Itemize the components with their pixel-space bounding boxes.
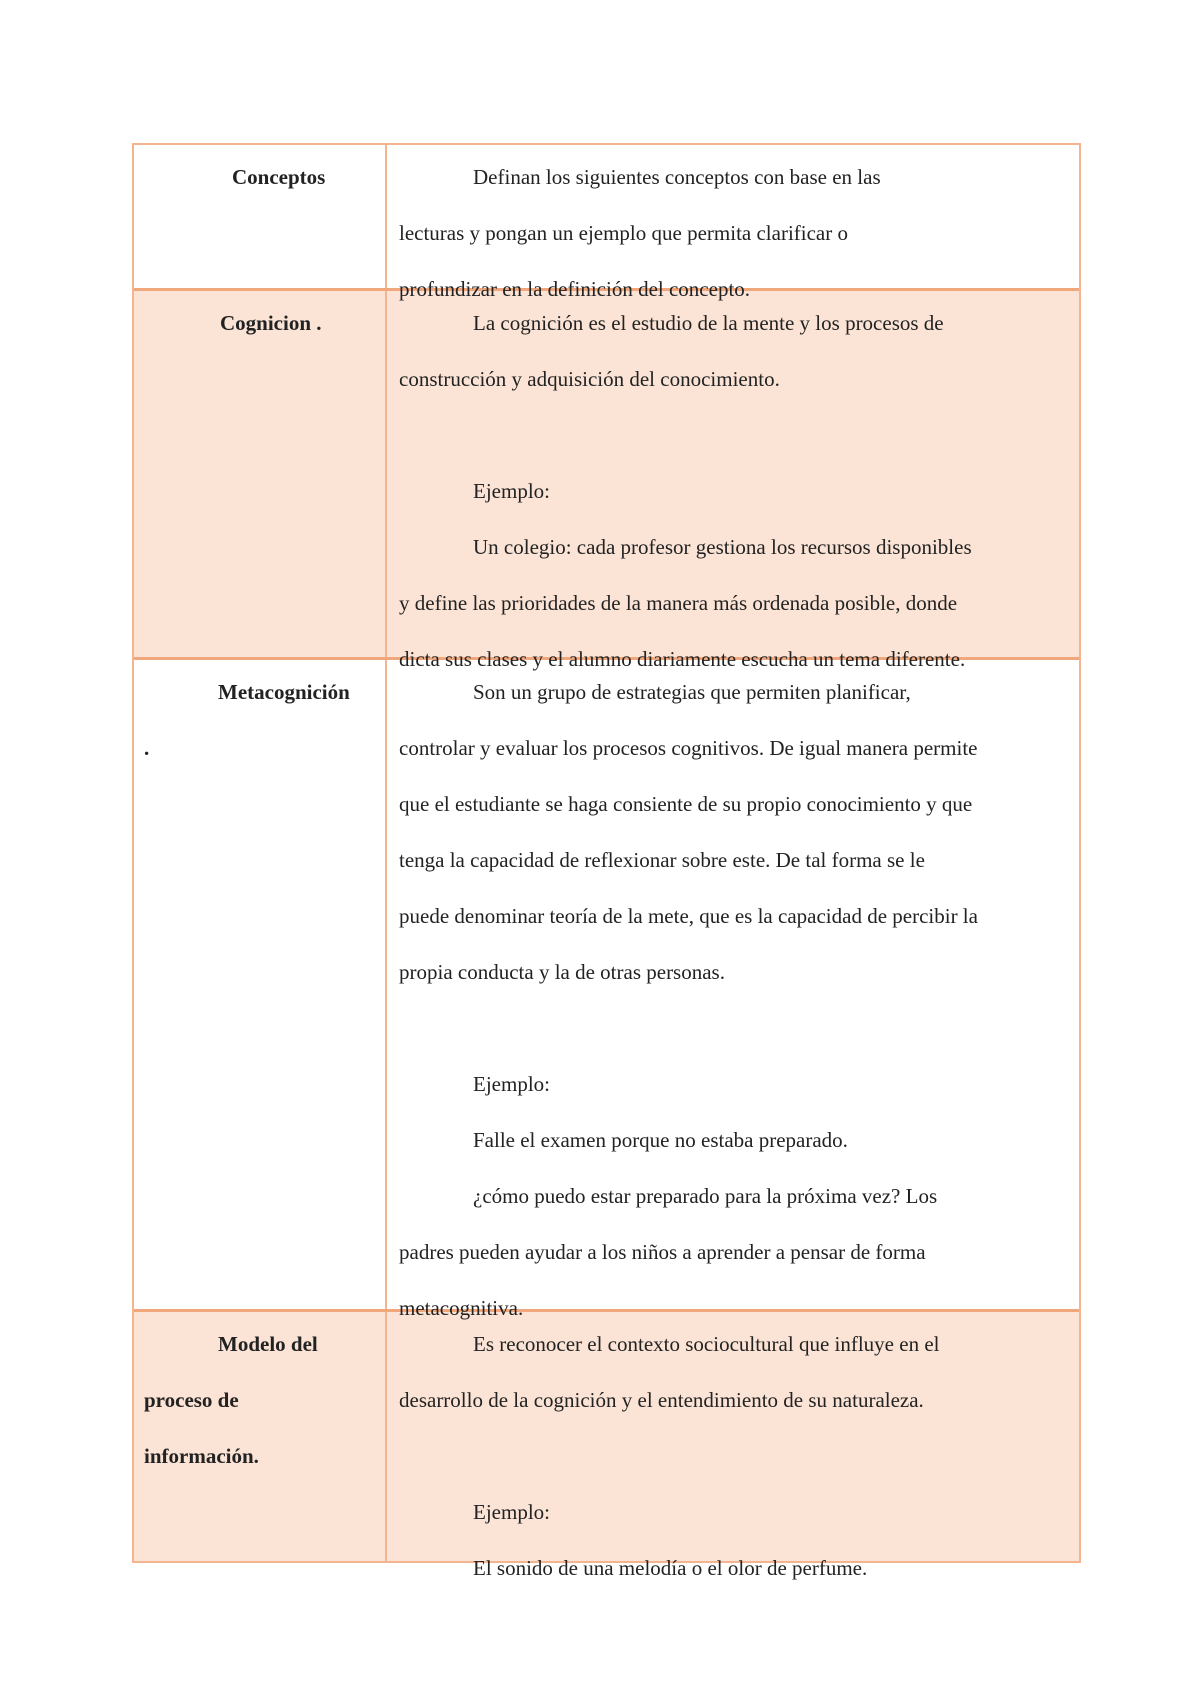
table-row-metacognicion bbox=[134, 657, 1079, 1320]
content-line: y define las prioridades de la manera más ordenada posible, donde bbox=[399, 591, 958, 615]
content-line: La cognición es el estudio de la mente y los procesos de bbox=[473, 311, 944, 335]
content-line: tenga la capacidad de reflexionar sobre este. De tal forma se le bbox=[399, 848, 925, 872]
row-content-cell bbox=[387, 660, 1079, 1320]
content-line: desarrollo de la cognición y el entendimiento de su naturaleza. bbox=[399, 1388, 924, 1412]
row-label-cell bbox=[134, 145, 387, 288]
content-line: El sonido de una melodía o el olor de perfume. bbox=[473, 1556, 868, 1580]
row-label: . bbox=[144, 736, 150, 760]
content-line: metacognitiva. bbox=[399, 1296, 524, 1320]
table-row-conceptos bbox=[134, 145, 1079, 301]
row-label: Conceptos bbox=[232, 165, 326, 189]
row-label-cell bbox=[134, 291, 387, 657]
content-line: propia conducta y la de otras personas. bbox=[399, 960, 725, 984]
row-content-cell bbox=[387, 145, 1079, 301]
content-line: Un colegio: cada profesor gestiona los recursos disponibles bbox=[473, 535, 972, 559]
row-label: información. bbox=[144, 1444, 259, 1468]
content-line: profundizar en la definición del concepto. bbox=[399, 277, 751, 301]
content-line: ¿cómo puedo estar preparado para la próxima vez? Los bbox=[473, 1184, 938, 1208]
row-label: Metacognición bbox=[218, 680, 350, 704]
content-line: controlar y evaluar los procesos cognitivos. De igual manera permite bbox=[399, 736, 978, 760]
row-content-cell bbox=[387, 291, 1079, 671]
content-line: dicta sus clases y el alumno diariamente escucha un tema diferente. bbox=[399, 647, 966, 671]
table-row-modelo-proceso-informacion bbox=[134, 1309, 1079, 1580]
content-line-blank bbox=[399, 407, 1071, 463]
content-line: construcción y adquisición del conocimiento. bbox=[399, 367, 780, 391]
content-line: Ejemplo: bbox=[473, 1500, 550, 1524]
content-line: padres pueden ayudar a los niños a aprender a pensar de forma bbox=[399, 1240, 926, 1264]
row-label: proceso de bbox=[144, 1388, 239, 1412]
row-label: Cognicion . bbox=[220, 311, 322, 335]
content-line: Definan los siguientes conceptos con base en las bbox=[473, 165, 881, 189]
content-line: Ejemplo: bbox=[473, 1072, 550, 1096]
content-line: que el estudiante se haga consiente de su propio conocimiento y que bbox=[399, 792, 973, 816]
content-line: Ejemplo: bbox=[473, 479, 550, 503]
concepts-table bbox=[132, 143, 1081, 1580]
row-content-cell bbox=[387, 1312, 1079, 1580]
row-label-cell bbox=[134, 1312, 387, 1561]
content-line: puede denominar teoría de la mete, que es la capacidad de percibir la bbox=[399, 904, 978, 928]
row-label: Modelo del bbox=[218, 1332, 318, 1356]
table-row-cognicion bbox=[134, 288, 1079, 671]
content-line: Es reconocer el contexto sociocultural que influye en el bbox=[473, 1332, 940, 1356]
content-line: Falle el examen porque no estaba preparado. bbox=[473, 1128, 848, 1152]
content-line: Son un grupo de estrategias que permiten planificar, bbox=[473, 680, 911, 704]
content-line: lecturas y pongan un ejemplo que permita clarificar o bbox=[399, 221, 848, 245]
row-label-cell bbox=[134, 660, 387, 1309]
content-line-blank bbox=[399, 1000, 1071, 1056]
content-line-blank bbox=[399, 1428, 1071, 1484]
